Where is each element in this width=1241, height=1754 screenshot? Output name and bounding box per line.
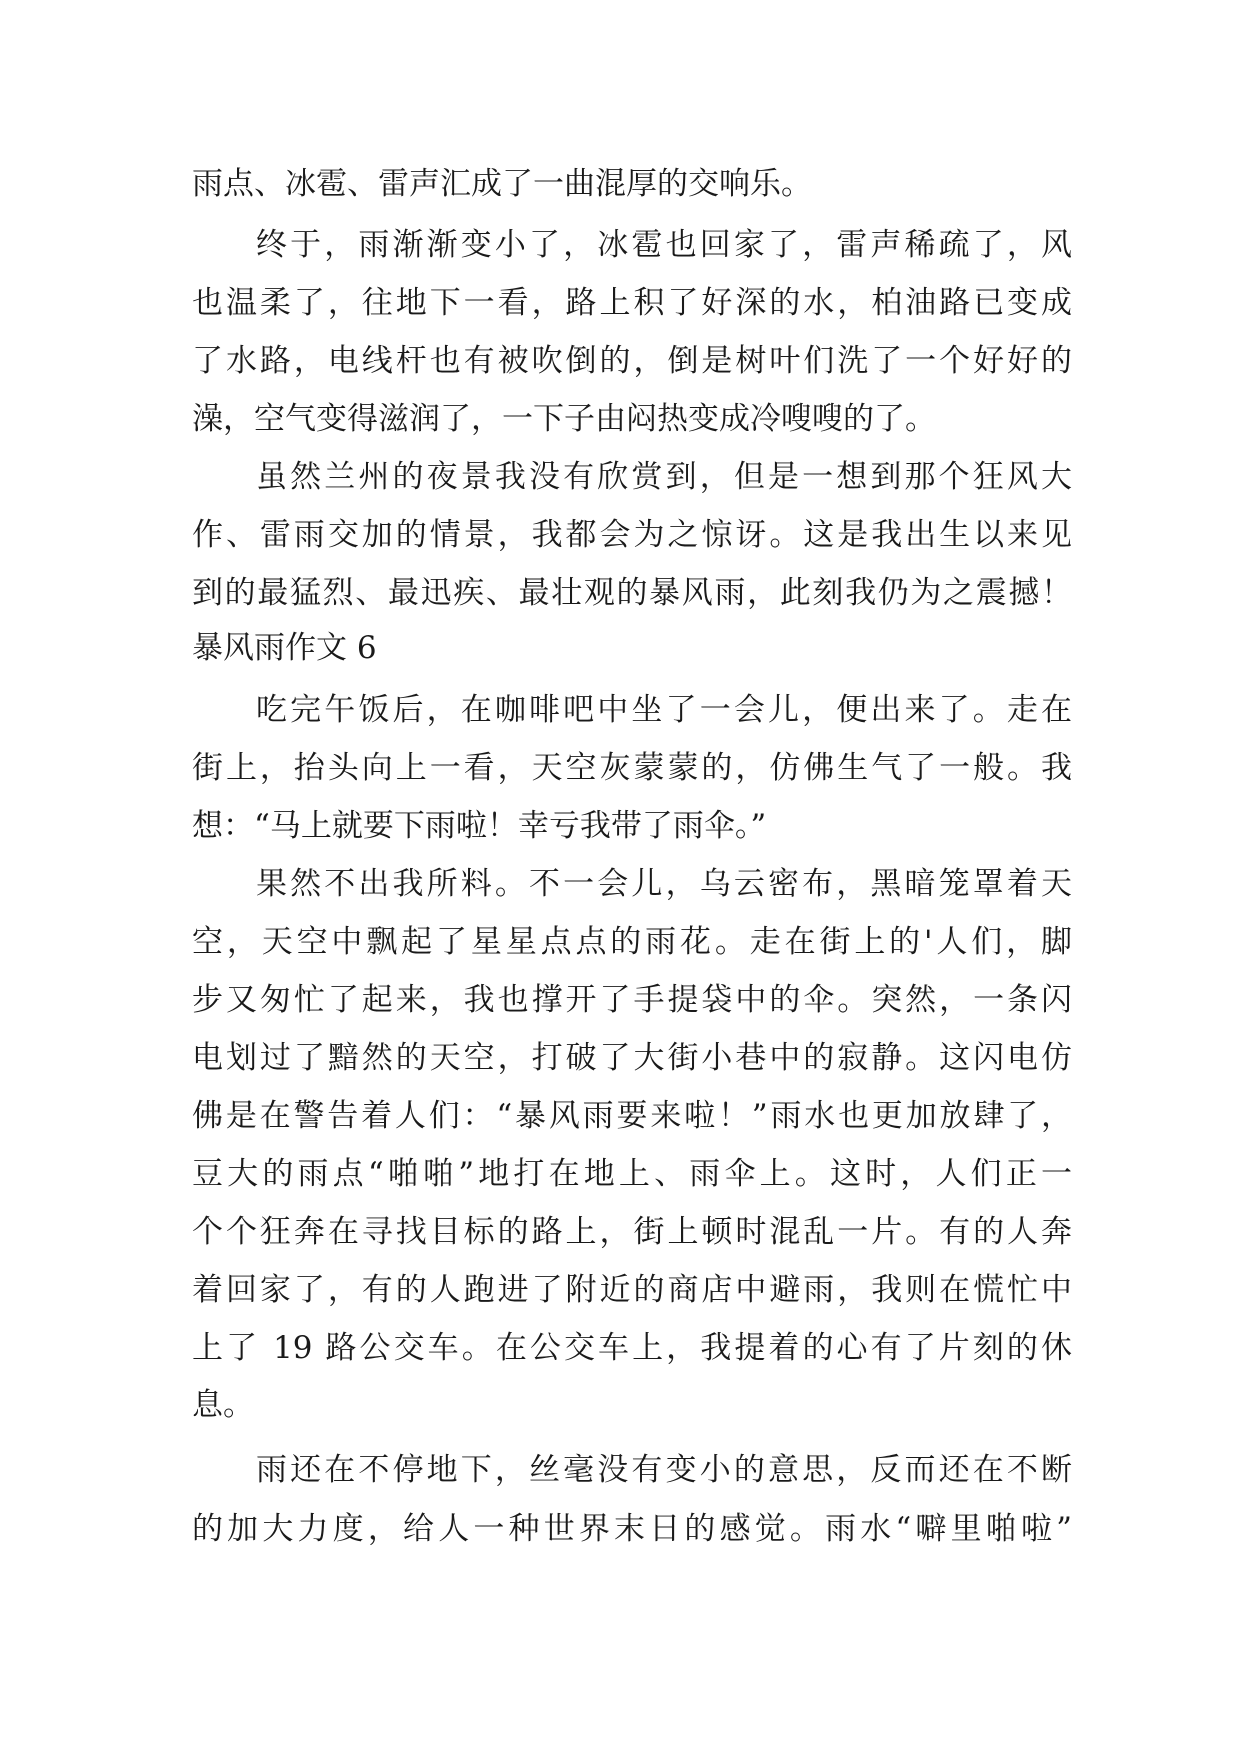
text-line: 豆大的雨点“啪啪”地打在地上、雨伞上。这时，人们正一 xyxy=(192,1156,1072,1192)
text-line: 果然不出我所料。不一会儿，乌云密布，黑暗笼罩着天 xyxy=(256,866,1072,902)
text-line: 雨点、冰雹、雷声汇成了一曲混厚的交响乐。 xyxy=(192,166,812,202)
text-line: 了水路，电线杆也有被吹倒的，倒是树叶们洗了一个好好的 xyxy=(192,343,1072,379)
text-line: 步又匆忙了起来，我也撑开了手提袋中的伞。突然，一条闪 xyxy=(192,982,1072,1018)
text-line: 到的最猛烈、最迅疾、最壮观的暴风雨，此刻我仍为之震撼！ xyxy=(192,575,1072,611)
text-line: 个个狂奔在寻找目标的路上，街上顿时混乱一片。有的人奔 xyxy=(192,1214,1072,1250)
text-line: 息。 xyxy=(192,1387,254,1423)
text-line: 作、雷雨交加的情景，我都会为之惊讶。这是我出生以来见 xyxy=(192,517,1072,553)
text-line: 空，天空中飘起了星星点点的雨花。走在街上的'人们，脚 xyxy=(192,924,1072,960)
text-line: 澡，空气变得滋润了，一下子由闷热变成冷嗖嗖的了。 xyxy=(192,401,936,437)
text-line: 街上，抬头向上一看，天空灰蒙蒙的，仿佛生气了一般。我 xyxy=(192,750,1072,786)
text-line: 着回家了，有的人跑进了附近的商店中避雨，我则在慌忙中 xyxy=(192,1272,1072,1308)
text-line: 佛是在警告着人们：“暴风雨要来啦！”雨水也更加放肆了， xyxy=(192,1098,1072,1134)
text-line: 吃完午饭后，在咖啡吧中坐了一会儿，便出来了。走在 xyxy=(256,692,1072,728)
text-line: 上了 19 路公交车。在公交车上，我提着的心有了片刻的休 xyxy=(192,1330,1072,1366)
text-line: 雨还在不停地下，丝毫没有变小的意思，反而还在不断 xyxy=(256,1452,1072,1488)
text-line: 也温柔了，往地下一看，路上积了好深的水，柏油路已变成 xyxy=(192,285,1072,321)
section-heading: 暴风雨作文 6 xyxy=(192,630,377,666)
text-line: 电划过了黯然的天空，打破了大街小巷中的寂静。这闪电仿 xyxy=(192,1040,1072,1076)
text-line: 虽然兰州的夜景我没有欣赏到，但是一想到那个狂风大 xyxy=(256,459,1072,495)
text-line: 终于，雨渐渐变小了，冰雹也回家了，雷声稀疏了，风 xyxy=(256,227,1072,263)
text-line: 想：“马上就要下雨啦！幸亏我带了雨伞。” xyxy=(192,808,767,844)
text-line: 的加大力度，给人一种世界末日的感觉。雨水“噼里啪啦” xyxy=(192,1511,1072,1547)
